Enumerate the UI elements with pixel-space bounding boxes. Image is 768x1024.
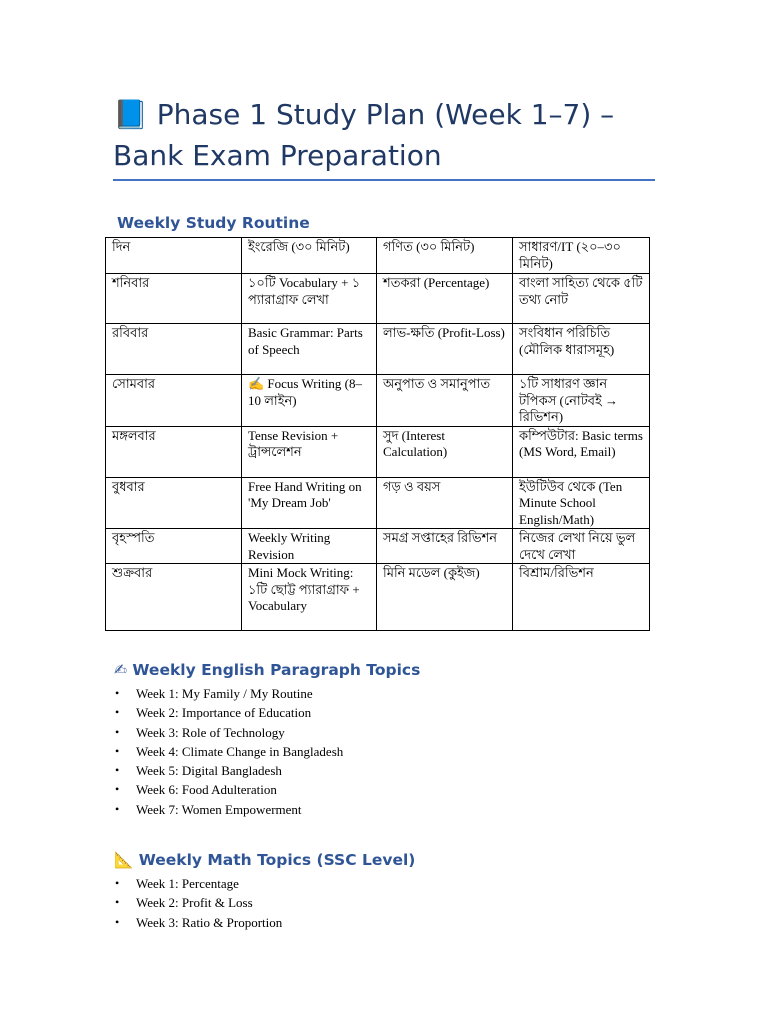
table-cell: অনুপাত ও সমানুপাত	[377, 375, 513, 427]
table-cell: শতকরা (Percentage)	[377, 274, 513, 324]
english-topics-heading: ✍ Weekly English Paragraph Topics	[114, 661, 421, 679]
table-cell: গণিত (৩০ মিনিট)	[377, 238, 513, 274]
table-cell: বিশ্রাম/রিভিশন	[513, 564, 650, 631]
table-cell: শুক্রবার	[106, 564, 242, 631]
list-item-text: Week 1: My Family / My Routine	[136, 686, 313, 701]
list-item-text: Week 2: Importance of Education	[136, 705, 312, 721]
study-routine-table	[105, 237, 650, 631]
table-cell: সমগ্র সপ্তাহের রিভিশন	[377, 529, 513, 564]
table-row	[106, 529, 650, 564]
list-item-text: Week 6: Food Adulteration	[136, 782, 277, 798]
bullet: •	[115, 801, 120, 816]
table-cell: দিন	[106, 238, 242, 274]
table-cell: ১টি সাধারণ জ্ঞান টপিকস (নোটবই → রিভিশন)	[513, 375, 650, 427]
table-row	[106, 477, 650, 529]
table-row	[106, 564, 650, 631]
table-cell: Tense Revision + ট্রান্সলেশন	[242, 426, 377, 477]
list-item-text: Week 4: Climate Change in Bangladesh	[136, 743, 344, 759]
bullet: •	[115, 705, 120, 720]
bullet: •	[115, 876, 120, 890]
math-topics-heading: 📐 Weekly Math Topics (SSC Level)	[114, 851, 416, 869]
table-cell: রবিবার	[106, 324, 242, 375]
page-title: 📘 Phase 1 Study Plan (Week 1–7) – Bank Exam Preparation	[113, 98, 615, 172]
table-cell: বৃহস্পতি	[106, 529, 242, 564]
table-cell: ইংরেজি (৩০ মিনিট)	[242, 238, 377, 274]
list-item	[115, 723, 343, 742]
bullet: •	[115, 914, 120, 929]
table-cell: Mini Mock Writing: ১টি ছোট্ট প্যারাগ্রাফ + Vocabulary	[242, 564, 377, 631]
table-cell: ১০টি Vocabulary + ১ প্যারাগ্রাফ লেখা	[242, 274, 377, 324]
list-item	[115, 874, 282, 893]
bullet: •	[115, 724, 120, 739]
list-item-text: Week 3: Role of Technology	[136, 724, 285, 740]
table-cell: সংবিধান পরিচিতি (মৌলিক ধারাসমূহ)	[513, 324, 650, 375]
table-cell: Weekly Writing Revision	[242, 529, 377, 564]
title-underline	[113, 179, 655, 181]
list-item	[115, 800, 343, 819]
table-row	[106, 426, 650, 477]
table-cell: সুদ (Interest Calculation)	[377, 426, 513, 477]
list-item-text: Week 1: Percentage	[136, 876, 239, 891]
table-cell: বাংলা সাহিত্য থেকে ৫টি তথ্য নোট	[513, 274, 650, 324]
table-cell: বুধবার	[106, 477, 242, 529]
bullet: •	[115, 686, 120, 700]
table-cell: মিনি মডেল (কুইজ)	[377, 564, 513, 631]
list-item	[115, 913, 282, 932]
list-item	[115, 742, 343, 761]
english-topics-list	[115, 684, 343, 819]
list-item	[115, 893, 282, 912]
list-item-text: Week 7: Women Empowerment	[136, 801, 302, 817]
table-cell: লাভ-ক্ষতি (Profit-Loss)	[377, 324, 513, 375]
table-cell: ✍ Focus Writing (8–10 লাইন)	[242, 375, 377, 427]
table-row	[106, 375, 650, 427]
table-row	[106, 324, 650, 375]
table-cell: সাধারণ/IT (২০–৩০ মিনিট)	[513, 238, 650, 274]
routine-heading: Weekly Study Routine	[117, 214, 310, 232]
list-item-text: Week 3: Ratio & Proportion	[136, 914, 283, 930]
list-item	[115, 761, 343, 780]
list-item	[115, 703, 343, 722]
table-cell: গড় ও বয়স	[377, 477, 513, 529]
table-cell: মঙ্গলবার	[106, 426, 242, 477]
table-cell: নিজের লেখা নিয়ে ভুল দেখে লেখা	[513, 529, 650, 564]
table-cell: শনিবার	[106, 274, 242, 324]
list-item-text: Week 2: Profit & Loss	[136, 895, 253, 911]
table-cell: ইউটিউব থেকে (Ten Minute School English/Math)	[513, 477, 650, 529]
list-item	[115, 684, 343, 703]
table-row	[106, 274, 650, 324]
table-cell: Basic Grammar: Parts of Speech	[242, 324, 377, 375]
table-row	[106, 238, 650, 274]
table-cell: সোমবার	[106, 375, 242, 427]
math-topics-list	[115, 874, 282, 932]
bullet: •	[115, 895, 120, 910]
list-item	[115, 780, 343, 799]
bullet: •	[115, 763, 120, 778]
bullet: •	[115, 743, 120, 758]
table-cell: Free Hand Writing on 'My Dream Job'	[242, 477, 377, 529]
table-cell: কম্পিউটার: Basic terms (MS Word, Email)	[513, 426, 650, 477]
list-item-text: Week 5: Digital Bangladesh	[136, 763, 282, 779]
bullet: •	[115, 782, 120, 797]
